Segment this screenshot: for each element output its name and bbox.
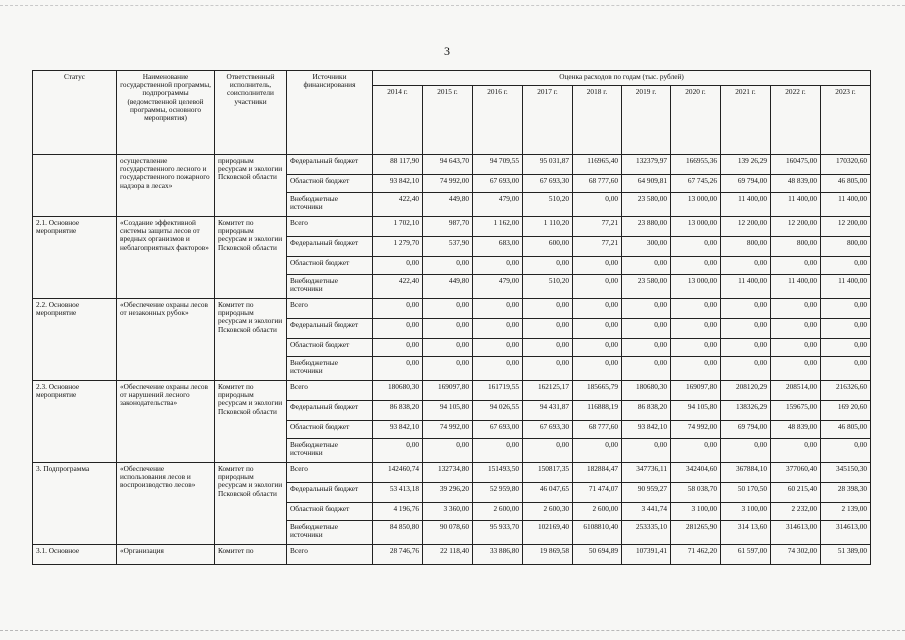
source-cell: Всего — [287, 463, 373, 483]
value-cell: 0,00 — [423, 339, 473, 357]
value-cell: 166955,36 — [671, 155, 721, 175]
value-cell: 46 047,65 — [523, 483, 573, 503]
value-cell: 161719,55 — [473, 381, 523, 401]
value-cell: 94 105,80 — [423, 401, 473, 421]
value-cell: 0,00 — [473, 299, 523, 319]
value-cell: 46 805,00 — [821, 175, 871, 193]
table-row — [33, 217, 871, 237]
value-cell: 84 850,80 — [373, 521, 423, 545]
value-cell: 800,00 — [721, 237, 771, 257]
value-cell: 94 431,87 — [523, 401, 573, 421]
executor-cell: Комитет по — [215, 545, 287, 565]
value-cell: 0,00 — [622, 257, 671, 275]
table-header — [33, 71, 871, 155]
value-cell: 12 200,00 — [771, 217, 821, 237]
value-cell: 800,00 — [821, 237, 871, 257]
value-cell: 116965,40 — [573, 155, 622, 175]
value-cell: 142460,74 — [373, 463, 423, 483]
name-cell: «Создание эффективной системы защиты лесов от вредных организмов и неблагоприятных факторов» — [117, 217, 215, 299]
value-cell: 39 296,20 — [423, 483, 473, 503]
value-cell: 683,00 — [473, 237, 523, 257]
value-cell: 180680,30 — [373, 381, 423, 401]
value-cell: 50 694,89 — [573, 545, 622, 565]
value-cell: 314 13,60 — [721, 521, 771, 545]
value-cell: 93 842,10 — [622, 421, 671, 439]
value-cell: 3 100,00 — [671, 503, 721, 521]
value-cell: 314613,00 — [821, 521, 871, 545]
table-row — [33, 155, 871, 175]
value-cell: 0,00 — [573, 193, 622, 217]
value-cell: 2 600,00 — [473, 503, 523, 521]
value-cell: 0,00 — [573, 257, 622, 275]
value-cell: 60 215,40 — [771, 483, 821, 503]
header-year: 2016 г. — [473, 86, 523, 155]
value-cell: 151493,50 — [473, 463, 523, 483]
value-cell: 0,00 — [573, 339, 622, 357]
value-cell: 0,00 — [771, 299, 821, 319]
value-cell: 69 794,00 — [721, 175, 771, 193]
source-cell: Внебюджетные источники — [287, 275, 373, 299]
header-year: 2018 г. — [573, 86, 622, 155]
source-cell: Областной бюджет — [287, 257, 373, 275]
value-cell: 13 000,00 — [671, 217, 721, 237]
value-cell: 61 597,00 — [721, 545, 771, 565]
value-cell: 0,00 — [821, 257, 871, 275]
value-cell: 64 909,81 — [622, 175, 671, 193]
value-cell: 94 709,55 — [473, 155, 523, 175]
value-cell: 0,00 — [721, 319, 771, 339]
value-cell: 71 474,07 — [573, 483, 622, 503]
value-cell: 95 933,70 — [473, 521, 523, 545]
value-cell: 132734,80 — [423, 463, 473, 483]
source-cell: Федеральный бюджет — [287, 155, 373, 175]
table-row — [33, 463, 871, 483]
value-cell: 449,80 — [423, 275, 473, 299]
value-cell: 138326,29 — [721, 401, 771, 421]
value-cell: 0,00 — [573, 299, 622, 319]
page-number: 3 — [444, 44, 450, 58]
value-cell: 160475,00 — [771, 155, 821, 175]
status-cell: 2.3. Основное мероприятие — [33, 381, 117, 463]
value-cell: 0,00 — [771, 257, 821, 275]
value-cell: 90 078,60 — [423, 521, 473, 545]
value-cell: 0,00 — [721, 357, 771, 381]
value-cell: 253335,10 — [622, 521, 671, 545]
name-cell: «Обеспечение использования лесов и воспроизводство лесов» — [117, 463, 215, 545]
value-cell: 132379,97 — [622, 155, 671, 175]
value-cell: 0,00 — [622, 319, 671, 339]
source-cell: Всего — [287, 381, 373, 401]
value-cell: 0,00 — [523, 339, 573, 357]
value-cell: 77,21 — [573, 217, 622, 237]
value-cell: 51 389,00 — [821, 545, 871, 565]
source-cell: Всего — [287, 217, 373, 237]
value-cell: 2 139,00 — [821, 503, 871, 521]
source-cell: Федеральный бюджет — [287, 483, 373, 503]
source-cell: Федеральный бюджет — [287, 319, 373, 339]
value-cell: 208120,29 — [721, 381, 771, 401]
value-cell: 1 110,20 — [523, 217, 573, 237]
value-cell: 0,00 — [573, 357, 622, 381]
value-cell: 53 413,18 — [373, 483, 423, 503]
table-row — [33, 381, 871, 401]
value-cell: 367884,10 — [721, 463, 771, 483]
value-cell: 537,90 — [423, 237, 473, 257]
header-year: 2021 г. — [721, 86, 771, 155]
value-cell: 93 842,10 — [373, 175, 423, 193]
value-cell: 0,00 — [671, 299, 721, 319]
value-cell: 0,00 — [622, 299, 671, 319]
value-cell: 86 838,20 — [373, 401, 423, 421]
value-cell: 0,00 — [373, 439, 423, 463]
value-cell: 67 693,30 — [523, 421, 573, 439]
value-cell: 0,00 — [671, 257, 721, 275]
name-cell: «Обеспечение охраны лесов от незаконных рубок» — [117, 299, 215, 381]
value-cell: 170320,60 — [821, 155, 871, 175]
value-cell: 23 580,00 — [622, 193, 671, 217]
value-cell: 2 600,30 — [523, 503, 573, 521]
value-cell: 13 000,00 — [671, 193, 721, 217]
table-body — [33, 155, 871, 565]
table-row — [33, 545, 871, 565]
value-cell: 67 745,26 — [671, 175, 721, 193]
value-cell: 169 20,60 — [821, 401, 871, 421]
status-cell — [33, 155, 117, 217]
value-cell: 281265,90 — [671, 521, 721, 545]
name-cell: осуществление государственного лесного и государственного пожарного надзора в лесах» — [117, 155, 215, 217]
value-cell: 0,00 — [821, 357, 871, 381]
value-cell: 0,00 — [423, 439, 473, 463]
value-cell: 0,00 — [523, 299, 573, 319]
value-cell: 169097,80 — [671, 381, 721, 401]
status-cell: 3.1. Основное — [33, 545, 117, 565]
value-cell: 139 26,29 — [721, 155, 771, 175]
value-cell: 150817,35 — [523, 463, 573, 483]
source-cell: Всего — [287, 299, 373, 319]
value-cell: 377060,40 — [771, 463, 821, 483]
value-cell: 0,00 — [473, 319, 523, 339]
name-cell: «Организация — [117, 545, 215, 565]
value-cell: 74 992,00 — [671, 421, 721, 439]
value-cell: 300,00 — [622, 237, 671, 257]
value-cell: 0,00 — [423, 357, 473, 381]
value-cell: 1 702,10 — [373, 217, 423, 237]
value-cell: 159675,00 — [771, 401, 821, 421]
source-cell: Областной бюджет — [287, 339, 373, 357]
value-cell: 169097,80 — [423, 381, 473, 401]
header-year: 2023 г. — [821, 86, 871, 155]
value-cell: 0,00 — [573, 319, 622, 339]
value-cell: 52 959,80 — [473, 483, 523, 503]
value-cell: 0,00 — [671, 339, 721, 357]
value-cell: 23 880,00 — [622, 217, 671, 237]
value-cell: 11 400,00 — [721, 193, 771, 217]
value-cell: 67 693,00 — [473, 175, 523, 193]
value-cell: 94 105,80 — [671, 401, 721, 421]
value-cell: 46 805,00 — [821, 421, 871, 439]
value-cell: 11 400,00 — [771, 275, 821, 299]
status-cell: 2.1. Основное мероприятие — [33, 217, 117, 299]
value-cell: 0,00 — [771, 319, 821, 339]
value-cell: 0,00 — [573, 275, 622, 299]
value-cell: 102169,40 — [523, 521, 573, 545]
source-cell: Всего — [287, 545, 373, 565]
status-cell: 3. Подпрограмма — [33, 463, 117, 545]
value-cell: 0,00 — [821, 299, 871, 319]
value-cell: 0,00 — [721, 439, 771, 463]
value-cell: 0,00 — [573, 439, 622, 463]
value-cell: 987,70 — [423, 217, 473, 237]
status-cell: 2.2. Основное мероприятие — [33, 299, 117, 381]
budget-table — [32, 70, 871, 565]
value-cell: 74 302,00 — [771, 545, 821, 565]
executor-cell: Комитет по природным ресурсам и экологии Псковской области — [215, 463, 287, 545]
header-year: 2017 г. — [523, 86, 573, 155]
value-cell: 74 992,00 — [423, 175, 473, 193]
source-cell: Внебюджетные источники — [287, 357, 373, 381]
value-cell: 180680,30 — [622, 381, 671, 401]
value-cell: 48 839,00 — [771, 175, 821, 193]
value-cell: 28 398,30 — [821, 483, 871, 503]
value-cell: 0,00 — [423, 257, 473, 275]
value-cell: 479,00 — [473, 193, 523, 217]
value-cell: 0,00 — [721, 339, 771, 357]
value-cell: 0,00 — [423, 319, 473, 339]
source-cell: Внебюджетные источники — [287, 439, 373, 463]
value-cell: 0,00 — [373, 299, 423, 319]
value-cell: 0,00 — [373, 357, 423, 381]
value-cell: 22 118,40 — [423, 545, 473, 565]
value-cell: 28 746,76 — [373, 545, 423, 565]
value-cell: 0,00 — [423, 299, 473, 319]
value-cell: 800,00 — [771, 237, 821, 257]
value-cell: 0,00 — [721, 257, 771, 275]
value-cell: 600,00 — [523, 237, 573, 257]
value-cell: 23 580,00 — [622, 275, 671, 299]
value-cell: 162125,17 — [523, 381, 573, 401]
value-cell: 48 839,00 — [771, 421, 821, 439]
name-cell: «Обеспечение охраны лесов от нарушений лесного законодательства» — [117, 381, 215, 463]
value-cell: 0,00 — [622, 439, 671, 463]
value-cell: 449,80 — [423, 193, 473, 217]
value-cell: 68 777,60 — [573, 175, 622, 193]
value-cell: 11 400,00 — [721, 275, 771, 299]
value-cell: 58 038,70 — [671, 483, 721, 503]
value-cell: 67 693,00 — [473, 421, 523, 439]
value-cell: 13 000,00 — [671, 275, 721, 299]
value-cell: 3 360,00 — [423, 503, 473, 521]
value-cell: 3 441,74 — [622, 503, 671, 521]
value-cell: 0,00 — [523, 439, 573, 463]
value-cell: 94 643,70 — [423, 155, 473, 175]
value-cell: 0,00 — [671, 319, 721, 339]
source-cell: Внебюджетные источники — [287, 521, 373, 545]
value-cell: 1 279,70 — [373, 237, 423, 257]
value-cell: 1 162,00 — [473, 217, 523, 237]
source-cell: Федеральный бюджет — [287, 237, 373, 257]
value-cell: 0,00 — [523, 319, 573, 339]
executor-cell: Комитет по природным ресурсам и экологии Псковской области — [215, 381, 287, 463]
source-cell: Областной бюджет — [287, 421, 373, 439]
value-cell: 77,21 — [573, 237, 622, 257]
header-year: 2014 г. — [373, 86, 423, 155]
value-cell: 33 886,80 — [473, 545, 523, 565]
scan-edge-top — [0, 5, 905, 7]
value-cell: 88 117,90 — [373, 155, 423, 175]
value-cell: 182884,47 — [573, 463, 622, 483]
value-cell: 0,00 — [373, 319, 423, 339]
value-cell: 107391,41 — [622, 545, 671, 565]
value-cell: 74 992,00 — [423, 421, 473, 439]
value-cell: 0,00 — [523, 357, 573, 381]
value-cell: 68 777,60 — [573, 421, 622, 439]
value-cell: 422,40 — [373, 193, 423, 217]
value-cell: 216326,60 — [821, 381, 871, 401]
value-cell: 510,20 — [523, 193, 573, 217]
value-cell: 6108810,40 — [573, 521, 622, 545]
value-cell: 347736,11 — [622, 463, 671, 483]
value-cell: 86 838,20 — [622, 401, 671, 421]
value-cell: 0,00 — [821, 339, 871, 357]
value-cell: 93 842,10 — [373, 421, 423, 439]
header-name: Наименование государственной программы, подпрограммы (ведомственной целевой программы, основного мероприятия) — [117, 71, 215, 155]
value-cell: 69 794,00 — [721, 421, 771, 439]
value-cell: 0,00 — [771, 339, 821, 357]
header-status: Статус — [33, 71, 117, 155]
value-cell: 50 170,50 — [721, 483, 771, 503]
value-cell: 0,00 — [771, 357, 821, 381]
value-cell: 422,40 — [373, 275, 423, 299]
value-cell: 116888,19 — [573, 401, 622, 421]
header-year: 2015 г. — [423, 86, 473, 155]
value-cell: 0,00 — [821, 439, 871, 463]
value-cell: 0,00 — [473, 439, 523, 463]
header-executor: Ответственный исполнитель, соисполнители участники — [215, 71, 287, 155]
value-cell: 0,00 — [473, 357, 523, 381]
value-cell: 90 959,27 — [622, 483, 671, 503]
value-cell: 2 600,00 — [573, 503, 622, 521]
value-cell: 0,00 — [671, 237, 721, 257]
value-cell: 2 232,00 — [771, 503, 821, 521]
value-cell: 71 462,20 — [671, 545, 721, 565]
value-cell: 345150,30 — [821, 463, 871, 483]
value-cell: 0,00 — [473, 257, 523, 275]
value-cell: 0,00 — [622, 357, 671, 381]
value-cell: 0,00 — [671, 357, 721, 381]
value-cell: 0,00 — [622, 339, 671, 357]
value-cell: 0,00 — [473, 339, 523, 357]
value-cell: 0,00 — [373, 339, 423, 357]
value-cell: 95 031,87 — [523, 155, 573, 175]
value-cell: 4 196,76 — [373, 503, 423, 521]
header-estimate: Оценка расходов по годам (тыс. рублей) — [373, 71, 871, 86]
value-cell: 0,00 — [523, 257, 573, 275]
value-cell: 94 026,55 — [473, 401, 523, 421]
value-cell: 19 869,58 — [523, 545, 573, 565]
header-year: 2020 г. — [671, 86, 721, 155]
value-cell: 185665,79 — [573, 381, 622, 401]
value-cell: 11 400,00 — [771, 193, 821, 217]
executor-cell: Комитет по природным ресурсам и экологии Псковской области — [215, 299, 287, 381]
value-cell: 208514,00 — [771, 381, 821, 401]
value-cell: 0,00 — [771, 439, 821, 463]
value-cell: 12 200,00 — [821, 217, 871, 237]
header-year: 2019 г. — [622, 86, 671, 155]
value-cell: 510,20 — [523, 275, 573, 299]
value-cell: 67 693,30 — [523, 175, 573, 193]
header-year: 2022 г. — [771, 86, 821, 155]
value-cell: 0,00 — [721, 299, 771, 319]
value-cell: 0,00 — [821, 319, 871, 339]
value-cell: 479,00 — [473, 275, 523, 299]
header-source: Источники финансирования — [287, 71, 373, 155]
value-cell: 0,00 — [373, 257, 423, 275]
source-cell: Федеральный бюджет — [287, 401, 373, 421]
value-cell: 0,00 — [671, 439, 721, 463]
executor-cell: природным ресурсам и экологии Псковской области — [215, 155, 287, 217]
source-cell: Внебюджетные источники — [287, 193, 373, 217]
table-row — [33, 299, 871, 319]
value-cell: 314613,00 — [771, 521, 821, 545]
value-cell: 11 400,00 — [821, 193, 871, 217]
value-cell: 12 200,00 — [721, 217, 771, 237]
scan-edge-bottom — [0, 630, 905, 632]
source-cell: Областной бюджет — [287, 503, 373, 521]
value-cell: 11 400,00 — [821, 275, 871, 299]
value-cell: 3 100,00 — [721, 503, 771, 521]
source-cell: Областной бюджет — [287, 175, 373, 193]
executor-cell: Комитет по природным ресурсам и экологии Псковской области — [215, 217, 287, 299]
value-cell: 342404,60 — [671, 463, 721, 483]
